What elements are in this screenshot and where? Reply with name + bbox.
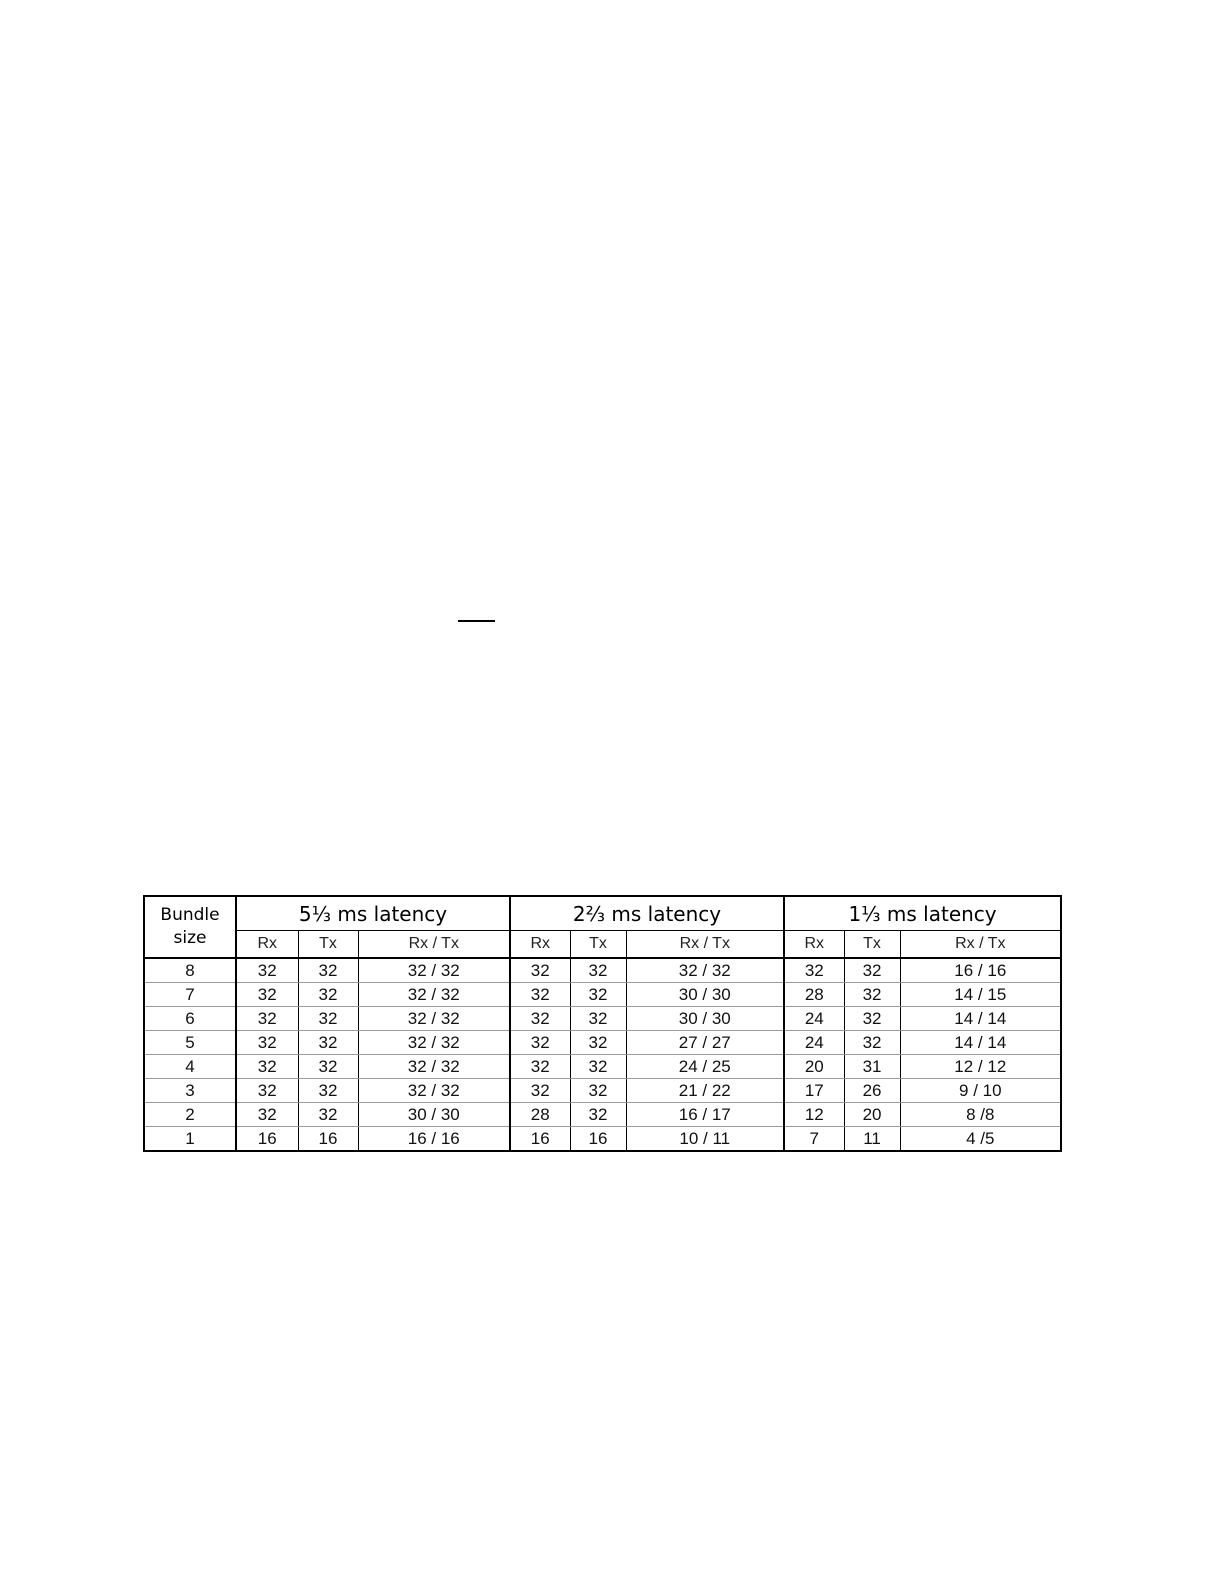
table-cell: 32 [570,1103,626,1127]
table-cell: 32 [236,983,298,1007]
table-cell: 21 / 22 [626,1079,784,1103]
table-cell: 27 / 27 [626,1031,784,1055]
table-cell: 30 / 30 [626,1007,784,1031]
table-cell: 16 / 16 [358,1127,510,1152]
table-cell: 32 [236,1031,298,1055]
table-cell: 32 [844,1031,900,1055]
table-cell: 30 / 30 [626,983,784,1007]
sub-header-rx: Rx [510,931,570,959]
table-cell: 32 [510,1007,570,1031]
table-cell: 32 [784,958,844,983]
table-cell: 24 [784,1031,844,1055]
table-cell: 16 [298,1127,358,1152]
sub-header-rx: Rx [784,931,844,959]
table-cell: 32 [510,958,570,983]
table-row [144,983,1061,1007]
table-cell: 16 [570,1127,626,1152]
table-cell: 32 / 32 [358,1055,510,1079]
table-cell: 26 [844,1079,900,1103]
table-cell: 32 [236,1007,298,1031]
table-cell: 32 [570,1079,626,1103]
table-cell: 20 [784,1055,844,1079]
bundle-header-line-1: Bundle [160,905,220,925]
bundle-header-line-2: size [173,928,207,948]
table-cell: 31 [844,1055,900,1079]
table-cell: 32 [510,983,570,1007]
table-cell: 32 [236,1103,298,1127]
table-cell: 32 [298,958,358,983]
bundle-size-cell: 6 [144,1007,236,1031]
group-header-5-3ms: 5⅓ ms latency [236,896,510,931]
sub-header-row [144,931,1061,959]
bundle-size-cell: 4 [144,1055,236,1079]
table-cell: 4 /5 [900,1127,1061,1152]
table-cell: 10 / 11 [626,1127,784,1152]
table-cell: 32 [510,1031,570,1055]
sub-header-rx-tx: Rx / Tx [626,931,784,959]
table-cell: 32 / 32 [358,983,510,1007]
table-cell: 32 [510,1079,570,1103]
table-row [144,958,1061,983]
sub-header-rx-tx: Rx / Tx [900,931,1061,959]
table-cell: 24 [784,1007,844,1031]
table-row [144,1031,1061,1055]
bundle-size-cell: 8 [144,958,236,983]
table-cell: 20 [844,1103,900,1127]
table-row [144,1079,1061,1103]
group-header-row [144,896,1061,931]
table-cell: 16 [510,1127,570,1152]
table-cell: 28 [784,983,844,1007]
table-row [144,1007,1061,1031]
sub-header-rx-tx: Rx / Tx [358,931,510,959]
bundle-size-header [144,896,236,958]
table-row [144,1127,1061,1152]
table-cell: 32 [298,1103,358,1127]
table-cell: 32 [236,1079,298,1103]
table-cell: 32 [570,1031,626,1055]
table-cell: 32 [844,958,900,983]
group-header-1-1-3ms: 1⅓ ms latency [784,896,1061,931]
table-cell: 32 / 32 [358,958,510,983]
table-cell: 32 [298,1079,358,1103]
table-cell: 32 [298,983,358,1007]
table-cell: 8 /8 [900,1103,1061,1127]
table-cell: 16 / 17 [626,1103,784,1127]
table-cell: 12 [784,1103,844,1127]
bundle-size-cell: 3 [144,1079,236,1103]
sub-header-tx: Tx [570,931,626,959]
horizontal-rule-mark [458,620,495,622]
table-cell: 32 [298,1007,358,1031]
table-cell: 32 [298,1031,358,1055]
table-cell: 32 [510,1055,570,1079]
table-cell: 32 / 32 [358,1007,510,1031]
table-cell: 32 / 32 [358,1079,510,1103]
table-cell: 32 / 32 [358,1031,510,1055]
latency-table-body [144,958,1061,1151]
table-row [144,1103,1061,1127]
table-row [144,1055,1061,1079]
table-cell: 32 [236,958,298,983]
table-cell: 24 / 25 [626,1055,784,1079]
table-cell: 17 [784,1079,844,1103]
table-cell: 12 / 12 [900,1055,1061,1079]
table-cell: 16 [236,1127,298,1152]
bundle-size-cell: 7 [144,983,236,1007]
table-cell: 32 [844,983,900,1007]
table-cell: 7 [784,1127,844,1152]
table-cell: 32 [298,1055,358,1079]
bundle-size-cell: 2 [144,1103,236,1127]
table-cell: 32 [570,1007,626,1031]
table-cell: 32 [570,1055,626,1079]
table-cell: 32 / 32 [626,958,784,983]
sub-header-tx: Tx [298,931,358,959]
table-cell: 9 / 10 [900,1079,1061,1103]
sub-header-tx: Tx [844,931,900,959]
table-cell: 32 [844,1007,900,1031]
latency-table-container [143,895,1060,1152]
table-cell: 14 / 14 [900,1007,1061,1031]
group-header-2-2-3ms: 2⅔ ms latency [510,896,784,931]
latency-table [143,895,1062,1152]
bundle-size-cell: 1 [144,1127,236,1152]
table-cell: 16 / 16 [900,958,1061,983]
table-cell: 32 [570,983,626,1007]
table-cell: 30 / 30 [358,1103,510,1127]
bundle-size-cell: 5 [144,1031,236,1055]
table-cell: 32 [570,958,626,983]
table-cell: 28 [510,1103,570,1127]
table-cell: 14 / 14 [900,1031,1061,1055]
sub-header-rx: Rx [236,931,298,959]
table-cell: 32 [236,1055,298,1079]
table-cell: 11 [844,1127,900,1152]
table-cell: 14 / 15 [900,983,1061,1007]
